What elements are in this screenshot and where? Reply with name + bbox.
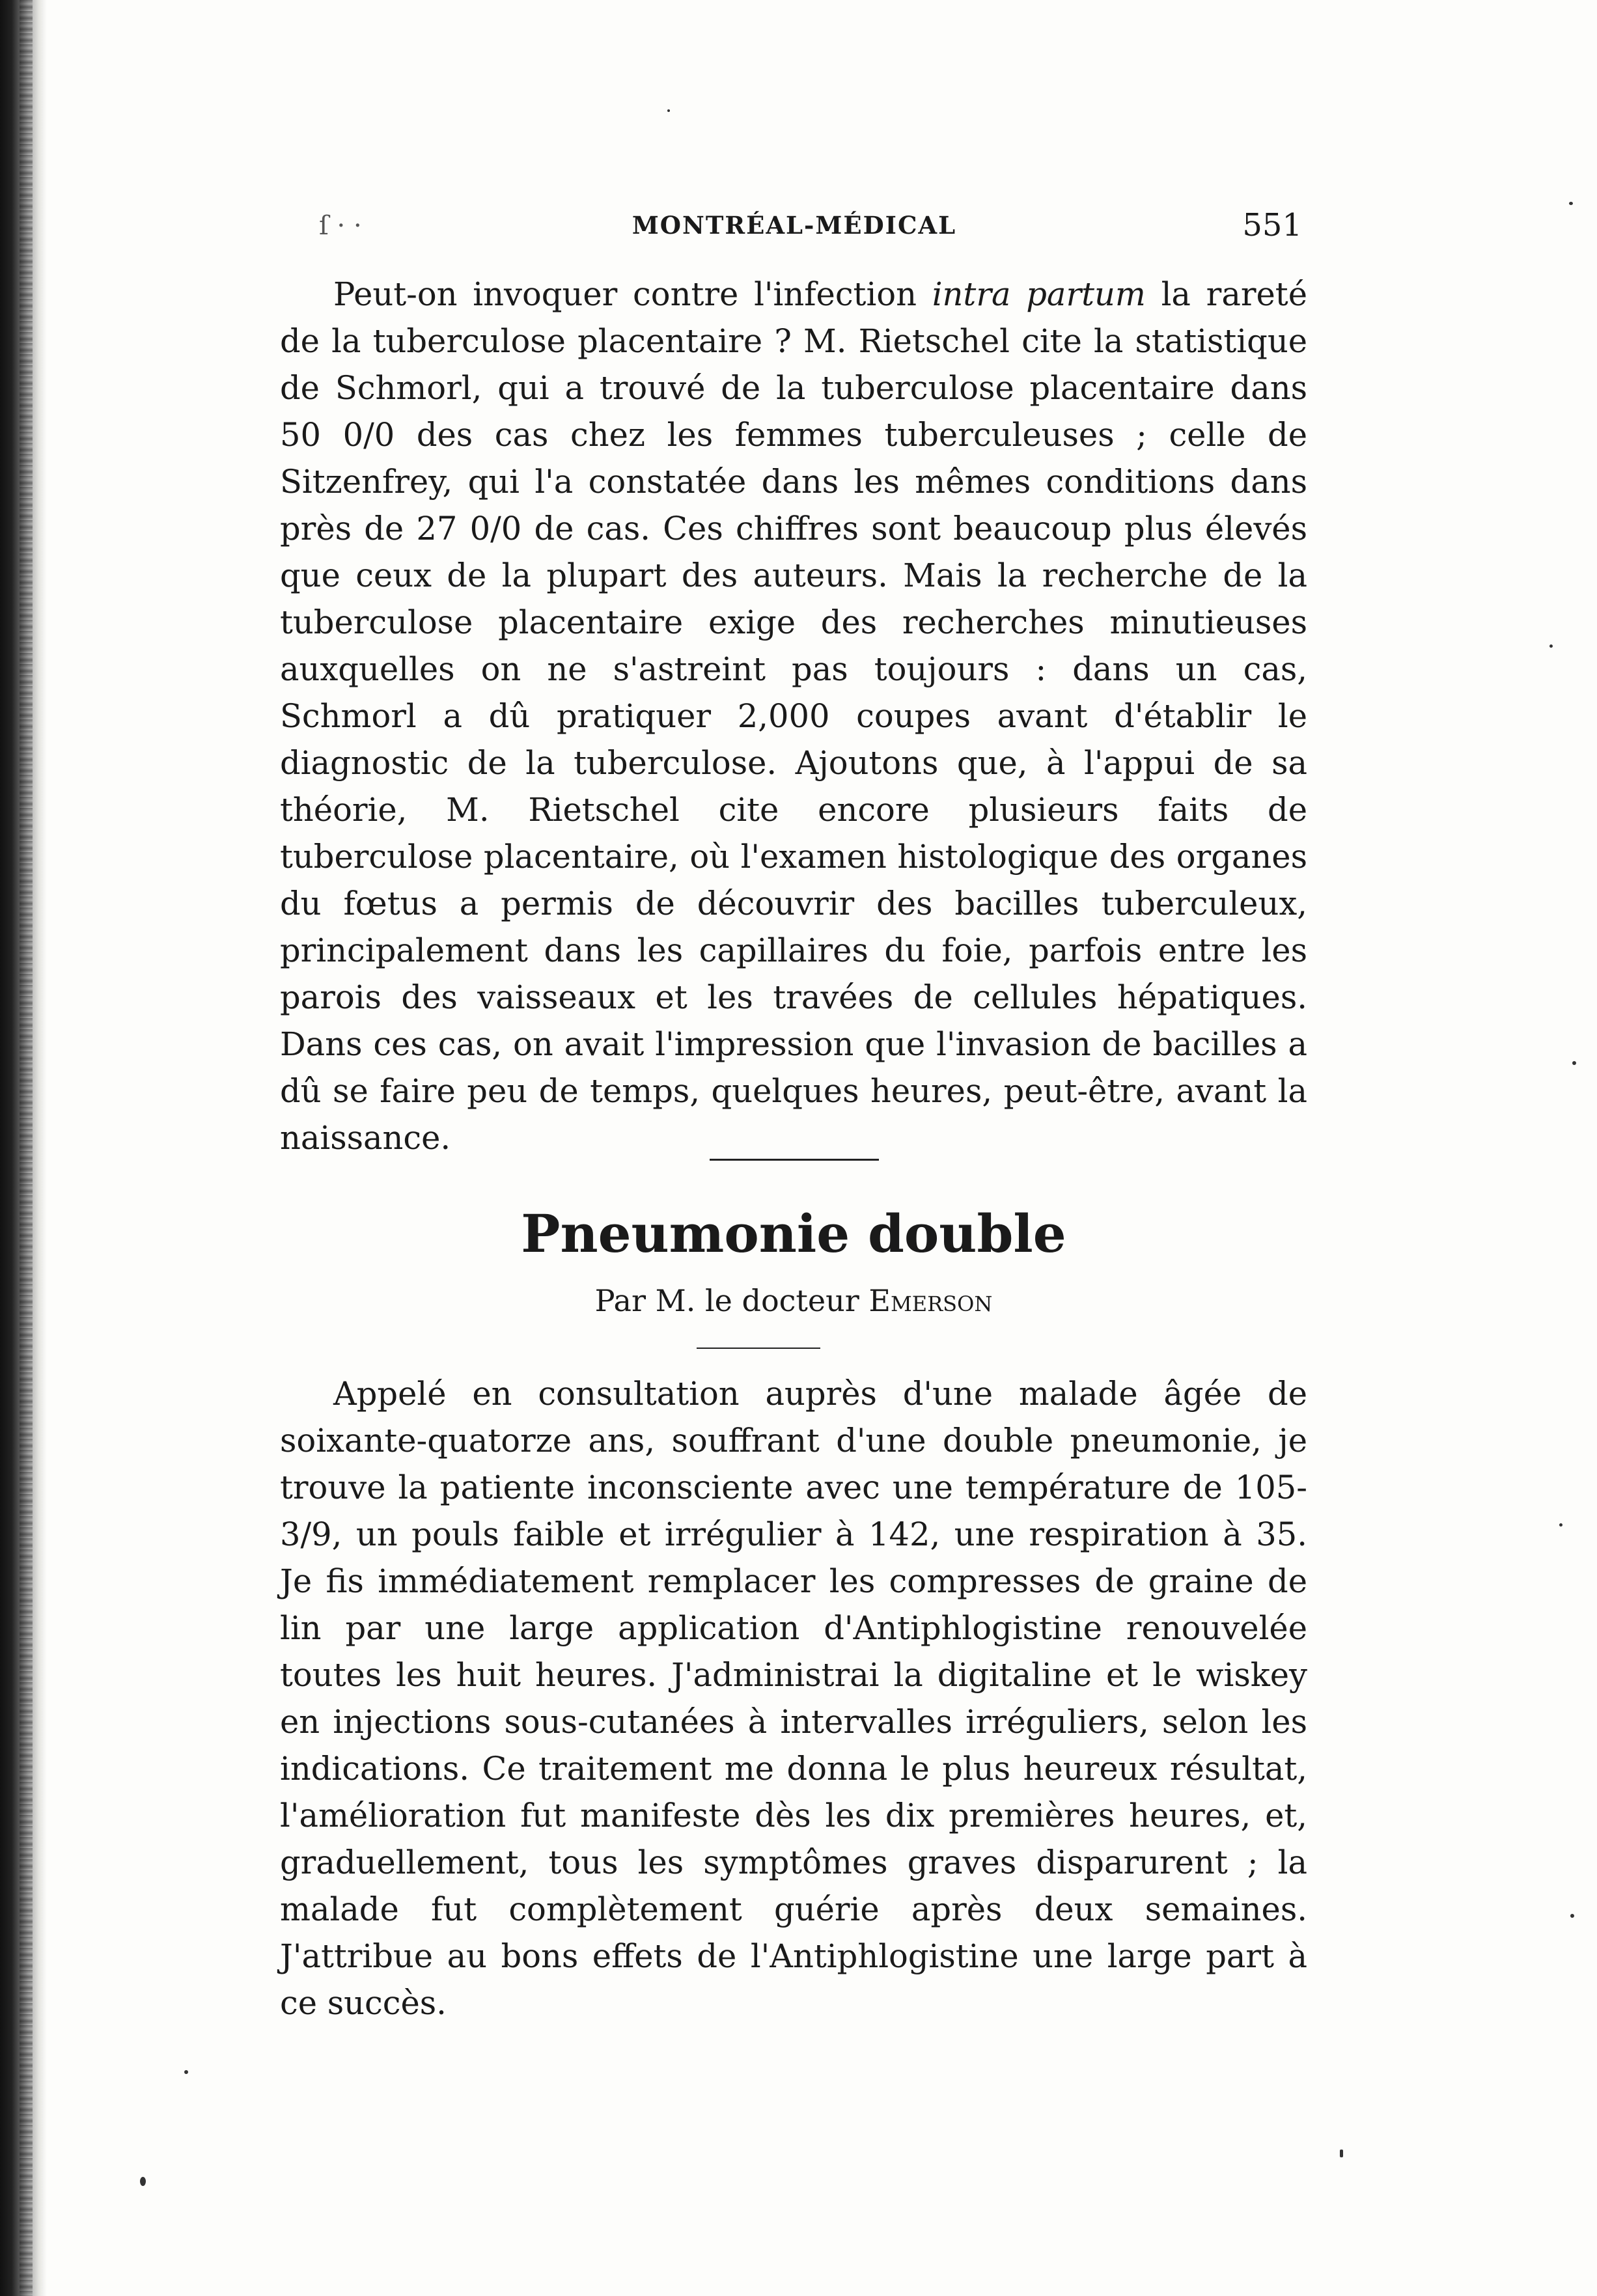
- ink-speck: [1559, 1523, 1562, 1527]
- text-run: Peut-on invoquer contre l'infection: [333, 275, 932, 313]
- journal-title: MONTRÉAL-MÉDICAL: [632, 211, 957, 240]
- text-run: la rareté de la tuberculose placentaire ? M. Rietschel cite la statistique de Schmorl, qui a trouvé de la tuberculose placentaire dans 50 0/0 des cas chez les femmes tuberculeuses ; celle de Sitzenfrey, qui l'a constatée dans les mêmes conditions dans près de 27 0/0 de cas. Ces chiffres sont beaucoup plus élevés que ceux de la plupart des auteurs. Mais la recherche de la tuberculose placentaire exige des recherches minutieuses auxquelles on ne s'astreint pas toujours : dans un cas, Schmorl a dû pratiquer 2,000 coupes avant d'établir le diagnostic de la tuberculose. Ajoutons que, à l'appui de sa théorie, M. Rietschel cite encore plusieurs faits de tuberculose placentaire, où l'examen histologique des organes du fœtus a permis de découvrir des bacilles tuberculeux, principalement dans les capillaires du foie, parfois entre les parois des vaisseaux et les travées de cellules hépatiques. Dans ces cas, on avait l'impression que l'invasion de bacilles a dû se faire peu de temps, quelques heures, peut-être, avant la naissance.: [280, 275, 1307, 1157]
- author-name: Emerson: [868, 1283, 993, 1318]
- article-title: Pneumonie double: [521, 1203, 1066, 1264]
- paragraph-text: Appelé en consultation auprès d'une malade âgée de soixante-quatorze ans, souffrant d'une double pneumonie, je trouve la patiente inconsciente avec une température de 105-3/9, un pouls faible et irrégulier à 142, une respiration à 35. Je fis immédiatement remplacer les compresses de graine de lin par une large application d'Antiphlogistine renouvelée toutes les huit heures. J'administrai la digitaline et le wiskey en injections sous-cutanées à intervalles irréguliers, selon les indications. Ce traitement me donna le plus heureux résultat, l'amélioration fut manifeste dès les dix premières heures, et, graduellement, tous les symptômes graves disparurent ; la malade fut complètement guérie après deux semaines. J'attribue au bons effets de l'Antiphlogistine une large part à ce succès.: [280, 1375, 1307, 2022]
- ink-speck: [1340, 2150, 1343, 2157]
- title-divider: [697, 1348, 820, 1349]
- section-divider: [710, 1159, 879, 1161]
- ink-speck: [140, 2177, 146, 2186]
- running-header: [286, 207, 1302, 246]
- page-number: 551: [1242, 207, 1302, 243]
- italic-phrase: intra partum: [932, 275, 1146, 313]
- ink-speck: [1570, 1914, 1574, 1918]
- ink-speck: [1569, 202, 1573, 205]
- paragraph-tuberculose: [280, 271, 1307, 1161]
- binding-edge: [0, 0, 47, 2296]
- header-mark: ſ · ·: [319, 211, 362, 241]
- ink-speck: [1549, 644, 1553, 648]
- byline: [280, 1281, 1307, 1320]
- paragraph-text: [280, 271, 1307, 1161]
- byline-prefix: Par M. le docteur: [594, 1283, 859, 1318]
- ink-speck: [184, 2070, 188, 2074]
- ink-speck: [1572, 1061, 1576, 1065]
- ink-speck: [667, 109, 670, 112]
- paragraph-pneumonie: [280, 1370, 1307, 2026]
